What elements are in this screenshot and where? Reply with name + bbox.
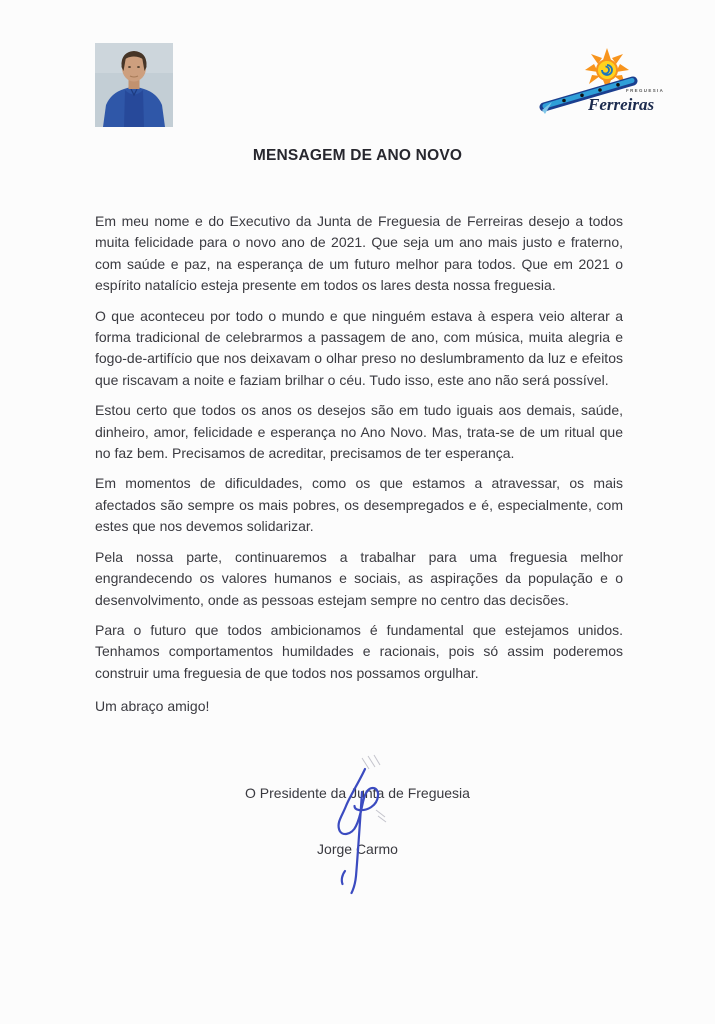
letter-paragraph: Estou certo que todos os anos os desejos são em tudo iguais aos demais, saúde, dinheiro, amor, felicidade e esperança no Ano Novo. Mas, trata-se de um ritual que no faz bem. Precisamos de acreditar, precisamos de ter esperança. xyxy=(95,402,623,462)
letter-paragraph: Em momentos de dificuldades, como os que estamos a atravessar, os mais afectados são sempre os mais pobres, os desempregados e é, especialmente, com estes que nos devemos solidarizar. xyxy=(95,475,623,535)
closing-line: Um abraço amigo! xyxy=(95,698,210,714)
signature-title: O Presidente da Junta de Freguesia xyxy=(245,785,470,801)
signature-ink xyxy=(312,752,398,898)
letter-title: MENSAGEM DE ANO NOVO xyxy=(252,147,463,164)
letter-paragraph: Em meu nome e do Executivo da Junta de Freguesia de Ferreiras desejo a todos muita felicidade para o novo ano de 2021. Que seja um ano mais justo e fraterno, com saúde e paz, na esperança de um futuro melhor para todos. Que em 2021 o espírito natalício esteja presente em todos os lares desta nossa freguesia. xyxy=(95,213,623,294)
letter-paragraph: Pela nossa parte, continuaremos a trabalhar para uma freguesia melhor engrandecendo os valores humanos e sociais, as aspirações da população e o desenvolvimento, onde as pessoas estejam sempre no centro das decisões. xyxy=(95,548,623,608)
letter-paragraph: O que aconteceu por todo o mundo e que ninguém estava à espera veio alterar a forma tradicional de celebrarmos a passagem de ano, com música, muita alegria e fogo-de-artifício que nos deixavam o olhar preso no deslumbramento da luz e efeitos que riscavam a noite e faziam brilhar o céu. Tudo isso, este ano não será possível. xyxy=(95,307,623,388)
letter-body xyxy=(95,211,623,693)
freguesia-logo xyxy=(538,44,666,118)
president-photo-illustration xyxy=(95,43,173,127)
logo-region-label: FREGUESIA xyxy=(626,88,665,93)
president-photo xyxy=(95,43,173,127)
logo-name: Ferreiras xyxy=(588,95,655,114)
letter-paragraph: Para o futuro que todos ambicionamos é fundamental que estejamos unidos. Tenhamos comportamentos humildades e racionais, pois só assim poderemos construir uma freguesia de que todos nos possamos orgulhar. xyxy=(95,621,623,681)
signatory-name: Jorge Carmo xyxy=(317,841,398,857)
